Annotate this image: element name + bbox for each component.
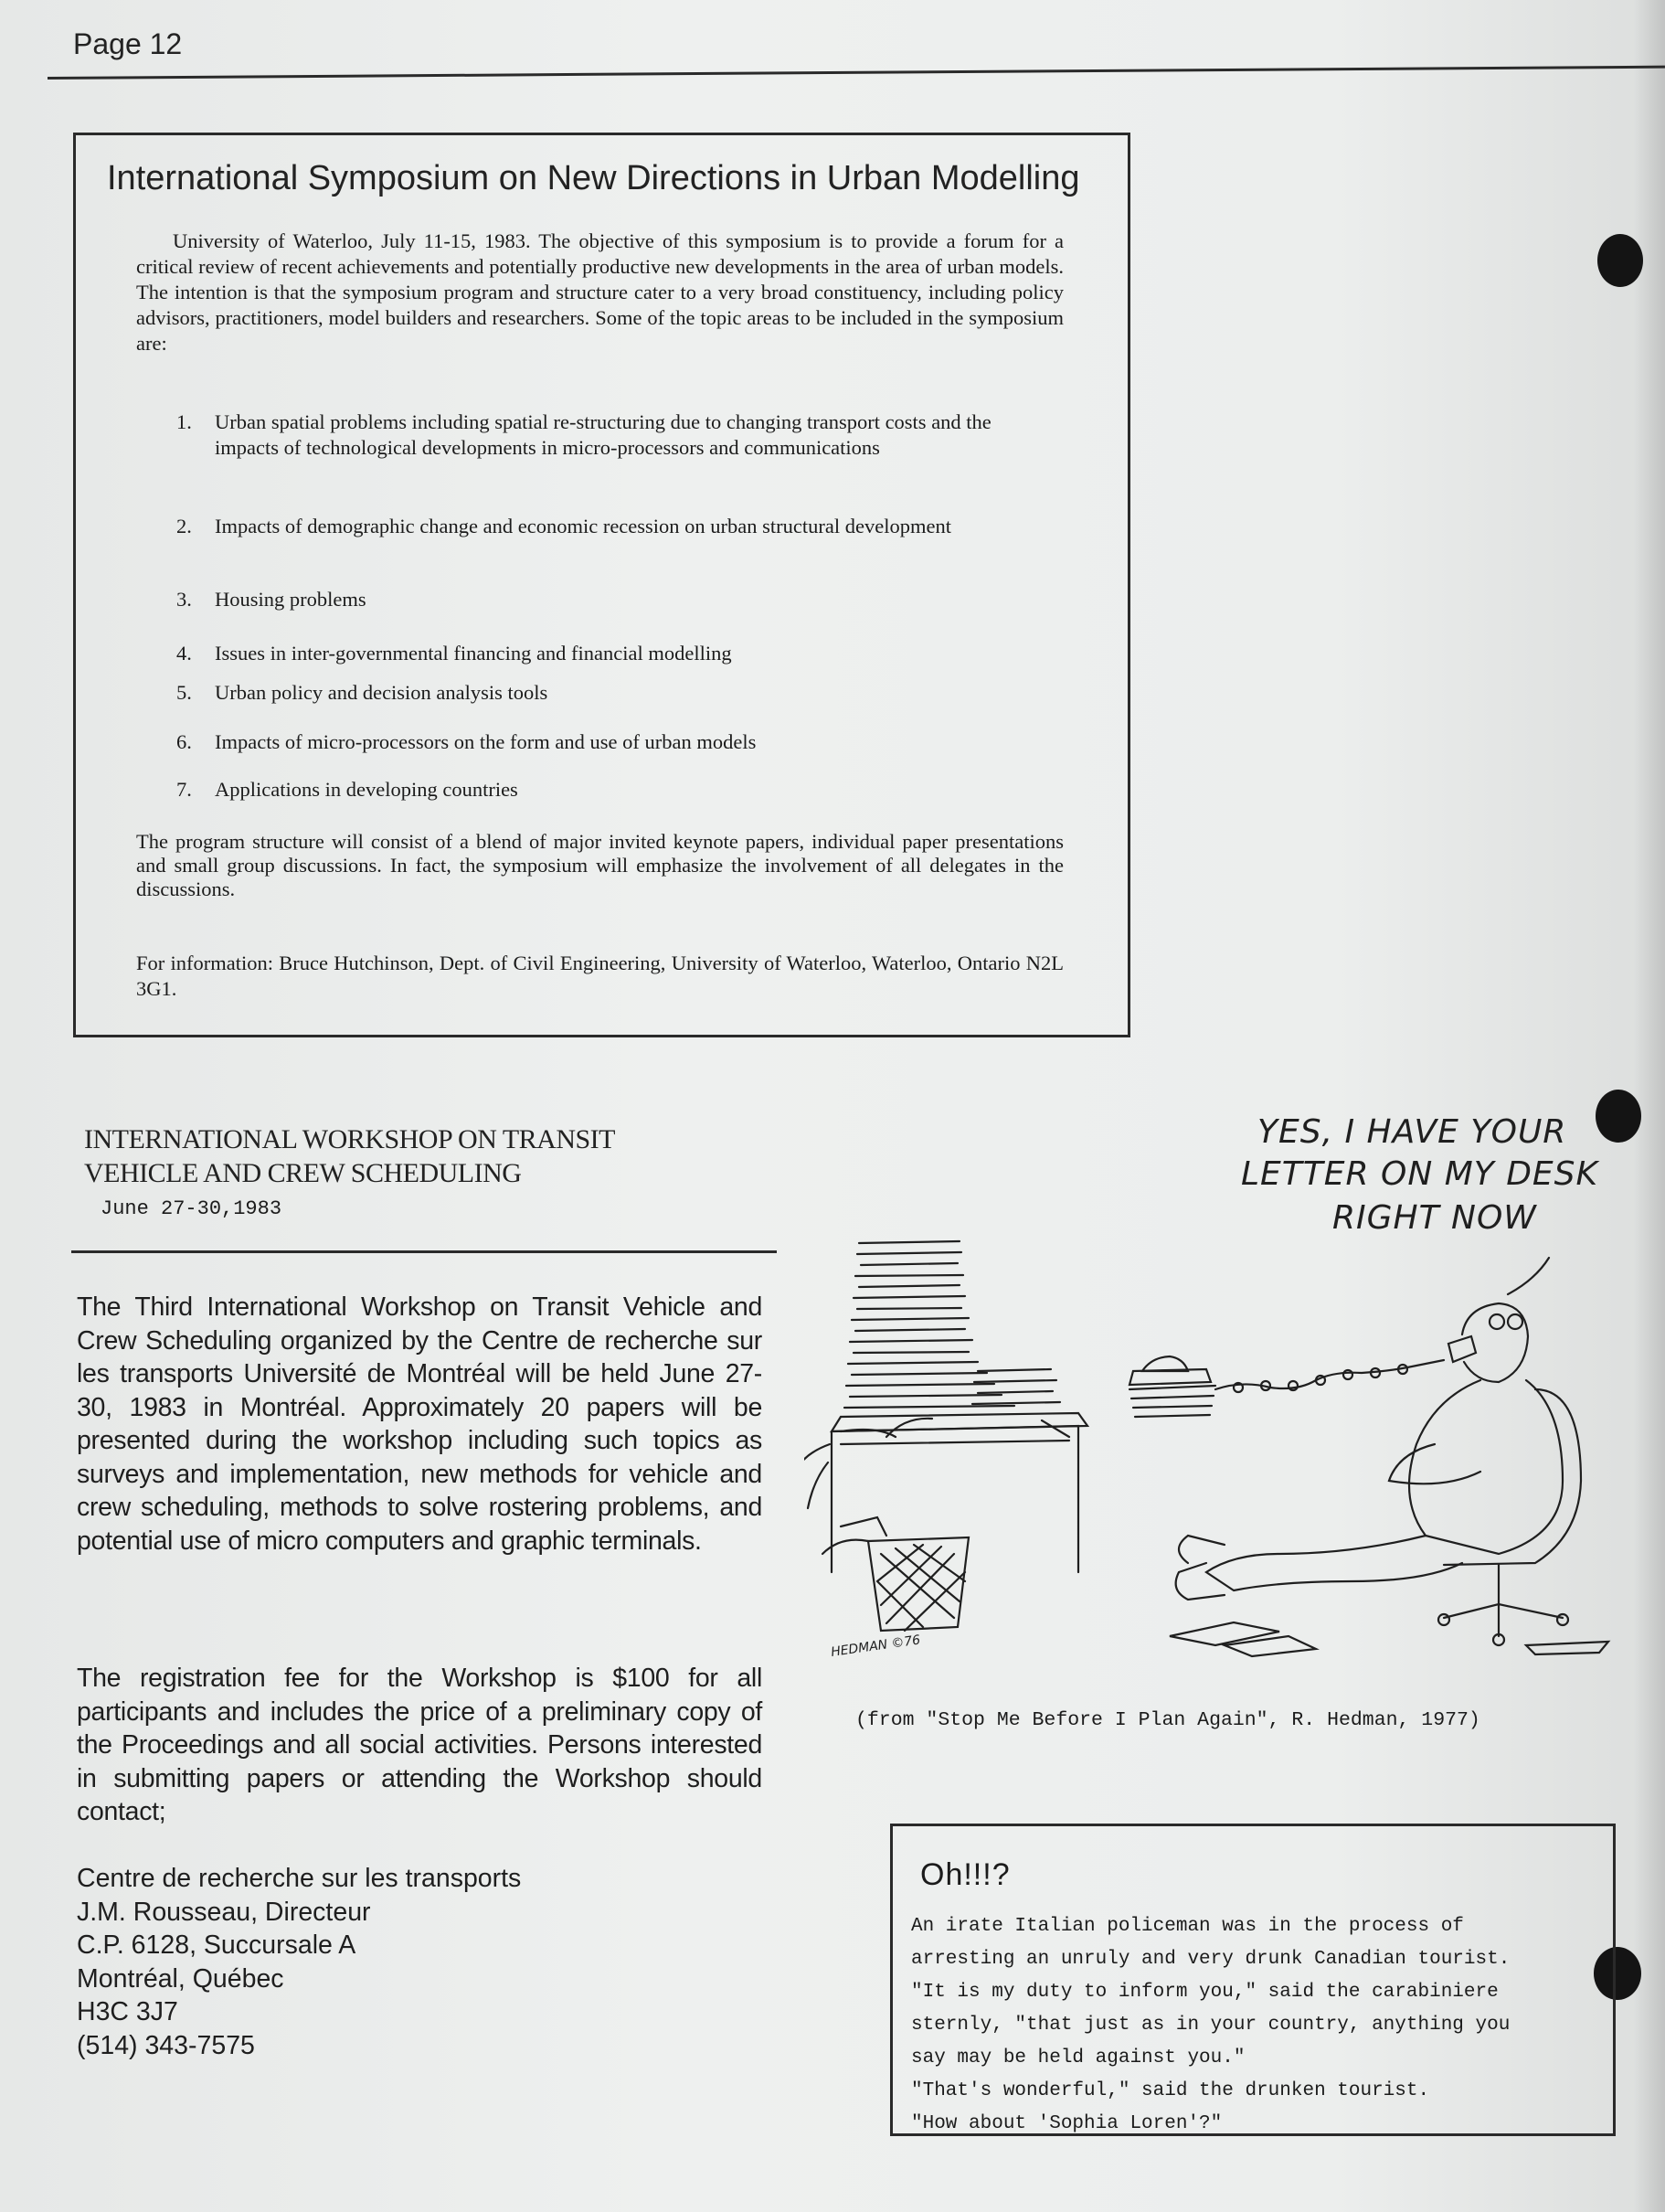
cartoon-drawing [804, 1097, 1627, 1682]
topic-item: 3. Housing problems [176, 588, 366, 611]
header-rule [48, 66, 1665, 80]
page-number: Page 12 [73, 27, 183, 60]
cartoon-caption: (from "Stop Me Before I Plan Again", R. Hedman, 1977) [855, 1709, 1480, 1731]
speech-line-3: RIGHT NOW [1332, 1199, 1537, 1237]
telephone-icon [1129, 1356, 1444, 1417]
joke-title: Oh!!!? [920, 1857, 1011, 1892]
symposium-intro: University of Waterloo, July 11-15, 1983. The objective of this symposium is to provide a forum for a critical review of recent achievements and potentially productive new developments in the area of urban models. The intention is that the symposium program and structure cater to a very broad constituency, including policy advisors, practitioners, model builders and researchers. Some of the topic areas to be included in the symposium are: [136, 229, 1064, 355]
workshop-title-rule [71, 1250, 777, 1253]
workshop-title: INTERNATIONAL WORKSHOP ON TRANSIT VEHICLE AND CREW SCHEDULING [84, 1124, 615, 1188]
cartoon-illustration [804, 1097, 1627, 1682]
topic-item: 4. Issues in inter-governmental financing and financial modelling [176, 642, 732, 665]
binder-hole-top [1597, 234, 1643, 287]
topic-item: 5. Urban policy and decision analysis tools [176, 681, 548, 704]
workshop-date: June 27-30,1983 [101, 1197, 282, 1220]
topic-item: 6. Impacts of micro-processors on the form and use of urban models [176, 730, 757, 753]
joke-box [890, 1824, 1616, 2136]
waste-basket-icon [822, 1517, 969, 1631]
symposium-program-structure: The program structure will consist of a blend of major invited keynote papers, individual paper presentations and small group discussions. In fact, the symposium will emphasize the involvement of all delegates in the discussions. [136, 830, 1064, 900]
topic-item: 7. Applications in developing countries [176, 778, 518, 801]
workshop-registration: The registration fee for the Workshop is $100 for all participants and includes the price of a preliminary copy of the Proceedings and all social activities. Persons interested in submitting papers or attending the Workshop should contact; [77, 1664, 762, 1826]
speech-line-1: YES, I HAVE YOUR [1257, 1113, 1567, 1151]
cartoon-signature: HEDMAN ©76 [830, 1632, 922, 1660]
workshop-contact-address: Centre de recherche sur les transports J.M. Rousseau, Directeur C.P. 6128, Succursale A Montréal, Québec H3C 3J7 (514) 343-7575 [77, 1864, 522, 2060]
topic-item: 2. Impacts of demographic change and economic recession on urban structural development [176, 515, 951, 537]
joke-text: An irate Italian policeman was in the process of arresting an unruly and very drunk Canadian tourist. "It is my duty to inform you," said the carabiniere sternly, "that just as in your country, anything you say may be held against you." "That's wonderful," said the drunken tourist. "How about 'Sophia Loren'?" [911, 1916, 1511, 2134]
workshop-description: The Third International Workshop on Transit Vehicle and Crew Scheduling organized by the Centre de recherche sur les transports Université de Montréal will be held June 27-30, 1983 in Montréal. Approximately 20 papers will be presented during the workshop including such topics as surveys and implementation, new methods for vehicle and crew scheduling, methods to solve rostering problems, and potential use of micro computers and graphic terminals. [77, 1292, 762, 1556]
symposium-announcement [73, 133, 1130, 1037]
topic-item: 1. Urban spatial problems including spatial re-structuring due to changing transport costs and the impacts of technological developments in micro-processors and communications [176, 410, 992, 459]
paper-stack-icon [832, 1241, 1087, 1437]
symposium-title: International Symposium on New Directions in Urban Modelling [107, 159, 1080, 197]
man-on-phone-icon [1176, 1303, 1581, 1645]
symposium-contact-info: For information: Bruce Hutchinson, Dept. of Civil Engineering, University of Waterloo, Waterloo, Ontario N2L 3G1. [136, 952, 1064, 1000]
speech-line-2: LETTER ON MY DESK [1241, 1155, 1599, 1193]
